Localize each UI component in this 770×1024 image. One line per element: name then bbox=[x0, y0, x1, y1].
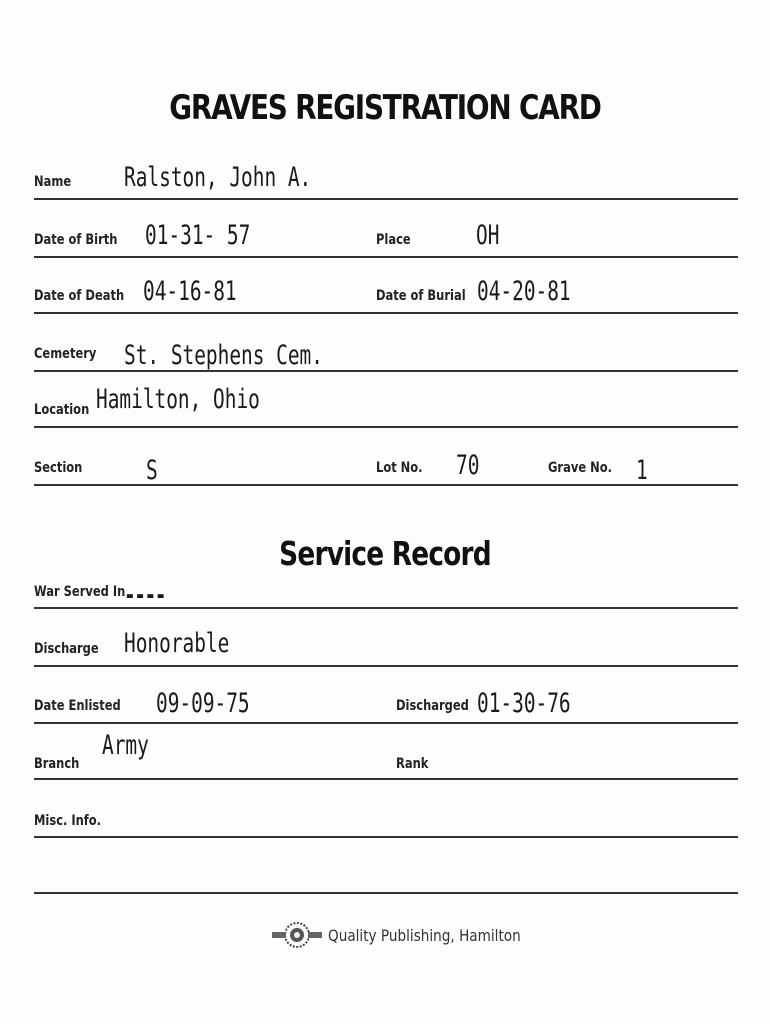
enlisted-line bbox=[34, 722, 738, 724]
printer-seal-icon bbox=[270, 920, 324, 950]
name-label: Name bbox=[34, 174, 72, 190]
war-served-in-label: War Served In bbox=[34, 584, 126, 600]
misc-info-label: Misc. Info. bbox=[34, 813, 102, 829]
branch-line bbox=[34, 778, 738, 780]
date-of-death-label: Date of Death bbox=[34, 288, 125, 304]
date-of-birth-label: Date of Birth bbox=[34, 232, 118, 248]
war-line bbox=[34, 607, 738, 609]
date-of-burial-label: Date of Burial bbox=[376, 288, 466, 304]
cemetery-label: Cemetery bbox=[34, 346, 97, 362]
misc-line-1 bbox=[34, 836, 738, 838]
lot-no-value: 70 bbox=[456, 450, 480, 481]
place-label: Place bbox=[376, 232, 411, 248]
date-enlisted-value: 09-09-75 bbox=[156, 688, 250, 719]
location-line bbox=[34, 426, 738, 428]
death-line bbox=[34, 312, 738, 314]
birth-line bbox=[34, 256, 738, 258]
branch-value: Army bbox=[102, 730, 149, 761]
date-of-burial-value: 04-20-81 bbox=[477, 276, 571, 307]
discharge-label: Discharge bbox=[34, 641, 99, 657]
date-of-birth-value: 01-31- 57 bbox=[145, 220, 251, 251]
location-label: Location bbox=[34, 402, 90, 418]
name-value: Ralston, John A. bbox=[124, 162, 312, 193]
lot-no-label: Lot No. bbox=[376, 460, 423, 476]
cemetery-line bbox=[34, 370, 738, 372]
section-line bbox=[34, 484, 738, 486]
rank-label: Rank bbox=[396, 756, 429, 772]
place-value: OH bbox=[476, 220, 500, 251]
war-served-in-value: ---- bbox=[124, 580, 166, 611]
cemetery-value: St. Stephens Cem. bbox=[124, 340, 323, 371]
discharge-line bbox=[34, 665, 738, 667]
publisher-footer bbox=[270, 918, 555, 952]
card-title: GRAVES REGISTRATION CARD bbox=[169, 88, 601, 128]
grave-no-label: Grave No. bbox=[548, 460, 612, 476]
location-value: Hamilton, Ohio bbox=[96, 384, 260, 415]
date-of-death-value: 04-16-81 bbox=[143, 276, 237, 307]
publisher-text: Quality Publishing, Hamilton bbox=[328, 925, 521, 945]
section-value: S bbox=[146, 455, 158, 486]
discharge-value: Honorable bbox=[124, 628, 230, 659]
discharged-label: Discharged bbox=[396, 698, 469, 714]
misc-line-2 bbox=[34, 892, 738, 894]
service-record-title: Service Record bbox=[279, 534, 491, 573]
branch-label: Branch bbox=[34, 756, 80, 772]
name-line bbox=[34, 198, 738, 200]
section-label: Section bbox=[34, 460, 83, 476]
discharged-value: 01-30-76 bbox=[477, 688, 571, 719]
grave-no-value: 1 bbox=[636, 455, 648, 486]
date-enlisted-label: Date Enlisted bbox=[34, 698, 121, 714]
